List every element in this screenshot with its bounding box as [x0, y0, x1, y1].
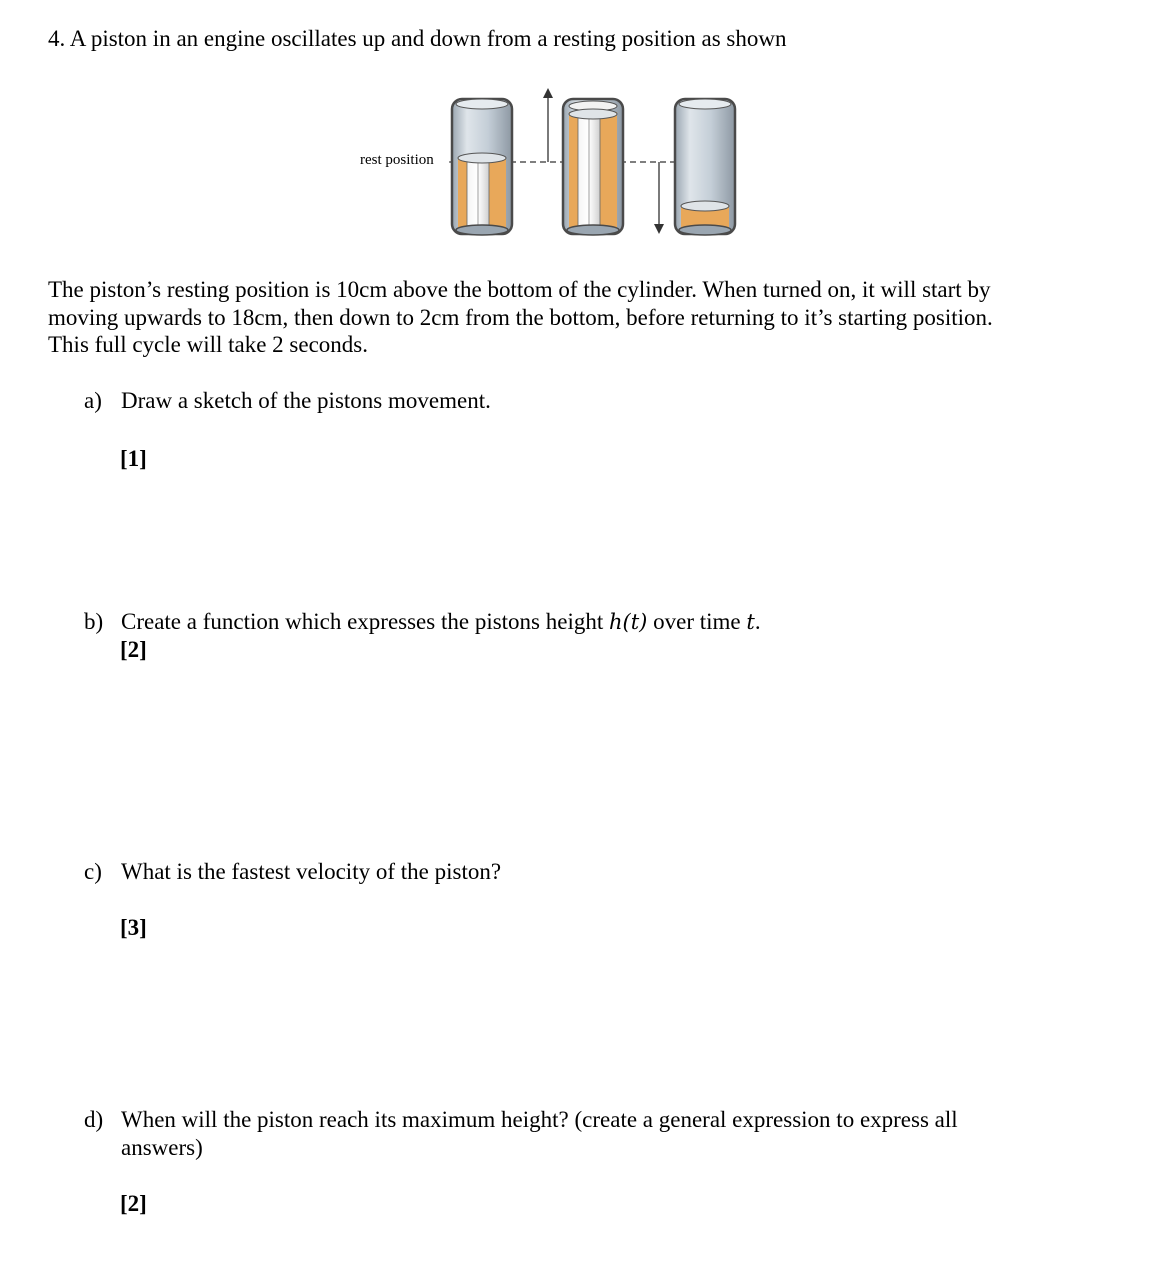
- part-b-label: b): [84, 609, 104, 634]
- description-line: This full cycle will take 2 seconds.: [48, 332, 369, 357]
- part-d-marks: [2]: [120, 1191, 147, 1216]
- part-c-marks: [3]: [120, 915, 147, 940]
- part-b-text: [121, 609, 761, 635]
- part-b-function: h(t): [609, 610, 648, 634]
- question-title: [48, 26, 786, 52]
- cylinder-down: [675, 99, 735, 235]
- part-b-text-after: .: [754, 609, 761, 634]
- part-a-label: a): [84, 388, 102, 413]
- part-b-text-before: Create a function which expresses the pistons height: [121, 609, 609, 634]
- question-text: A piston in an engine oscillates up and down from a resting position as shown: [69, 26, 787, 51]
- part-d-label: d): [84, 1107, 104, 1132]
- part-b-variable: t: [746, 610, 755, 634]
- description-line: The piston’s resting position is 10cm above the bottom of the cylinder. When turned on, it will start by: [48, 277, 991, 302]
- question-number: 4.: [48, 26, 66, 51]
- part-b-text-mid: over time: [647, 609, 747, 634]
- rest-position-label: rest position: [360, 152, 434, 168]
- cylinder-rest: [452, 99, 512, 235]
- part-c-text: What is the fastest velocity of the piston?: [121, 859, 502, 884]
- part-a-text: Draw a sketch of the pistons movement.: [121, 388, 491, 413]
- part-d-text-line2: answers): [121, 1135, 203, 1160]
- description-paragraph: [48, 276, 993, 359]
- cylinder-up: [563, 99, 623, 235]
- part-b-marks: [2]: [120, 637, 147, 662]
- part-c-label: c): [84, 859, 102, 884]
- description-line: moving upwards to 18cm, then down to 2cm from the bottom, before returning to it’s starting position.: [48, 304, 993, 330]
- part-d-text-line1: When will the piston reach its maximum height? (create a general expression to express all: [121, 1107, 958, 1132]
- part-a-marks: [1]: [120, 446, 147, 471]
